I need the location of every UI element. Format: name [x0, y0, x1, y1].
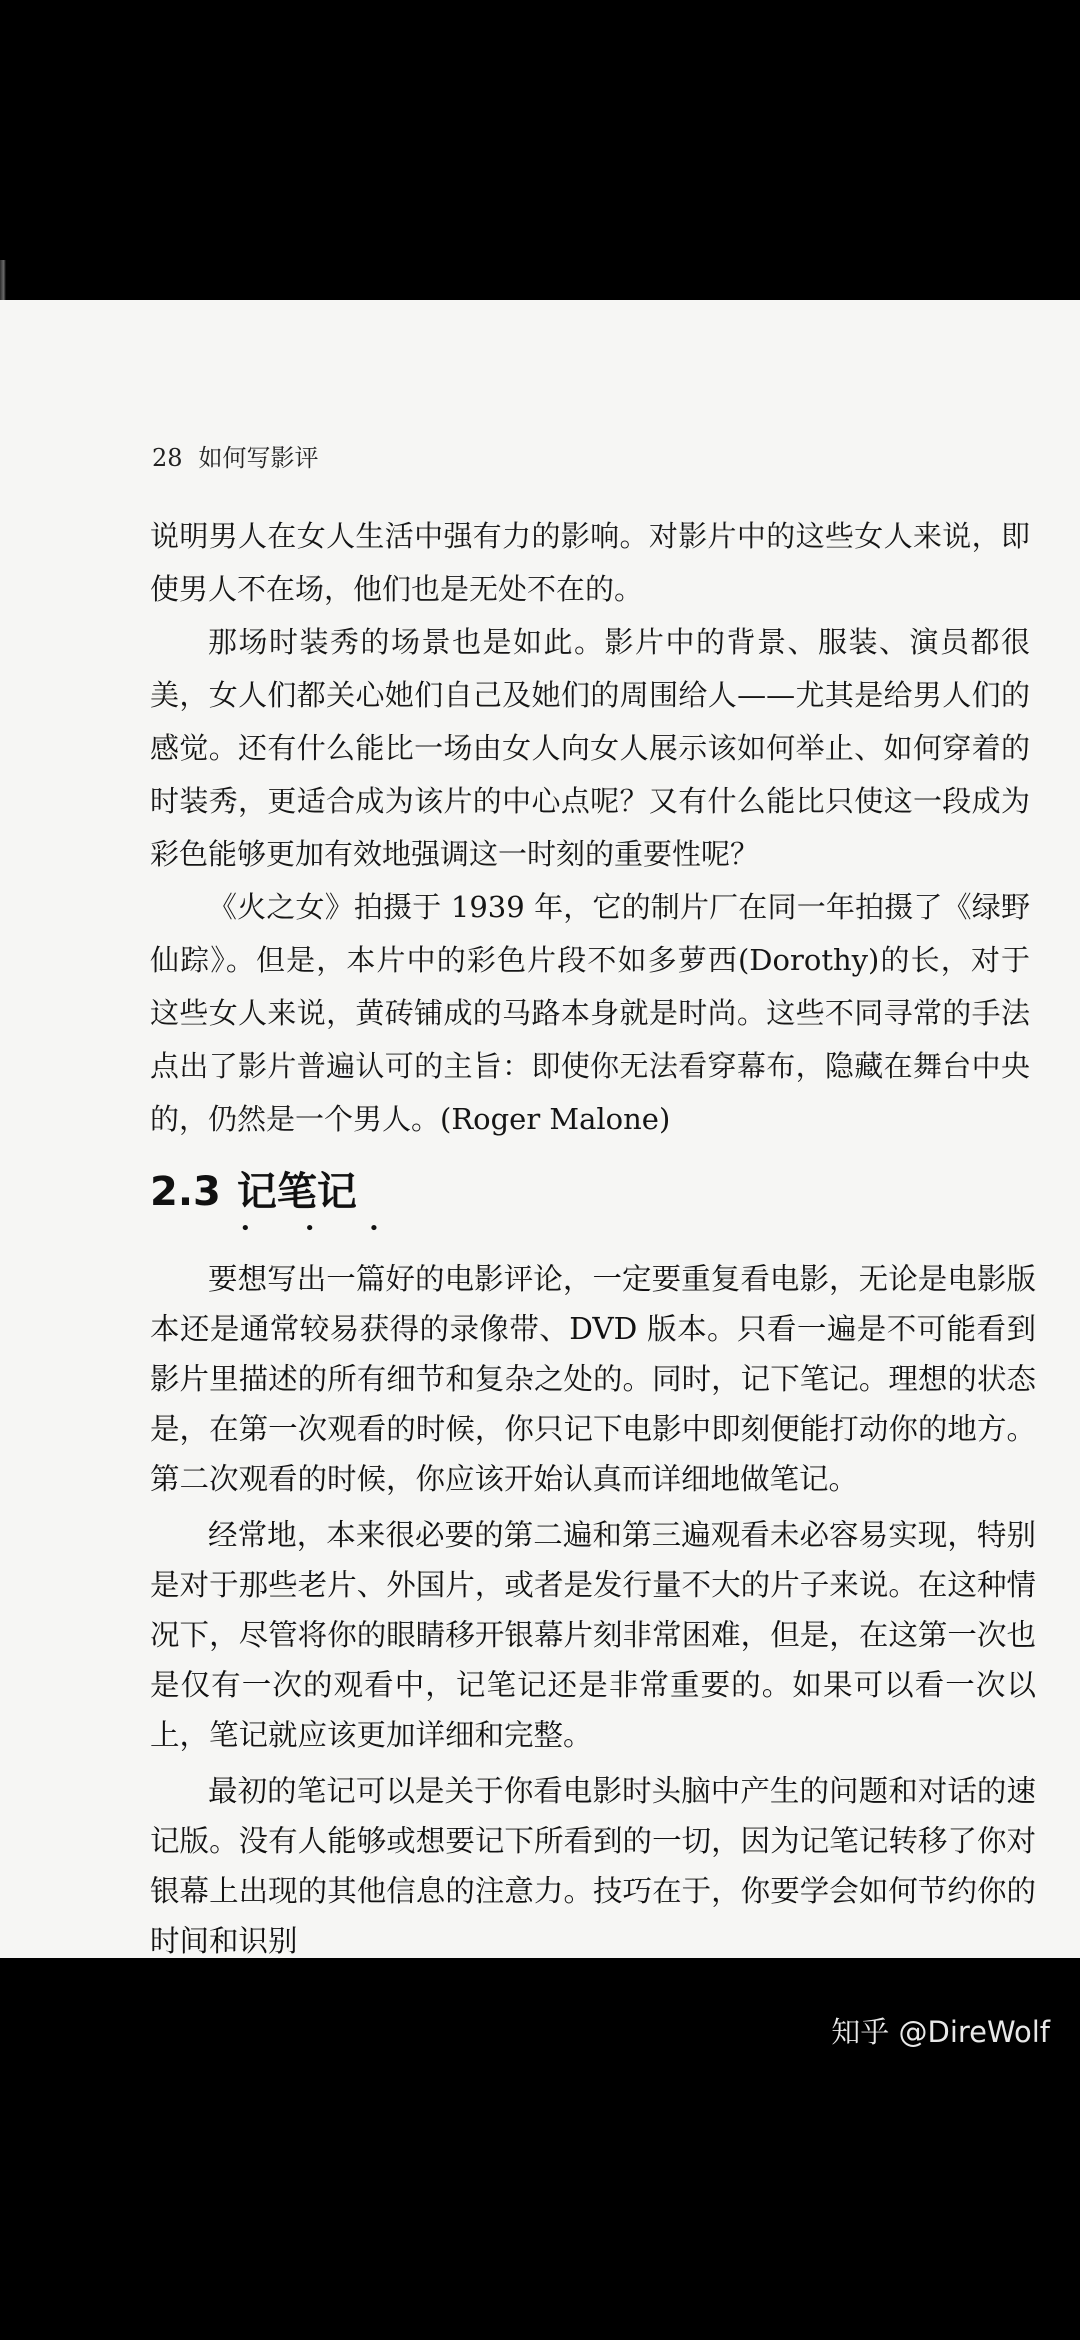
- quote-paragraph: 《火之女》拍摄于 1939 年，它的制片厂在同一年拍摄了《绿野仙踪》。但是，本片中的彩色片段不如多萝西(Dorothy)的长，对于这些女人来说，黄砖铺成的马路本身就是时尚。这些不同寻常的手法点出了影片普遍认可的主旨：即使你无法看穿幕布，隐藏在舞台中央的，仍然是一个男人。(Roger Malone): [150, 890, 1030, 1136]
- book-page: [0, 300, 1080, 1958]
- book-title: 如何写影评: [198, 444, 319, 472]
- quote-paragraph: 说明男人在女人生活中强有力的影响。对影片中的这些女人来说，即使男人不在场，他们也是无处不在的。: [150, 519, 1030, 606]
- section-title: 记笔记: [236, 1169, 357, 1215]
- source-watermark: 知乎 @DireWolf: [831, 2015, 1050, 2049]
- page-number: 28: [152, 444, 183, 472]
- section-number: 2.3: [150, 1169, 221, 1215]
- section-heading: [150, 1160, 357, 1217]
- section-body: [150, 1254, 1036, 1958]
- quote-paragraph: 那场时装秀的场景也是如此。影片中的背景、服装、演员都很美，女人们都关心她们自己及她们的周围给人——尤其是给男人们的感觉。还有什么能比一场由女人向女人展示该如何举止、如何穿着的时装秀，更适合成为该片的中心点呢？又有什么能比只使这一段成为彩色能够更加有效地强调这一时刻的重要性呢？: [150, 625, 1030, 871]
- body-paragraph: 要想写出一篇好的电影评论，一定要重复看电影，无论是电影版本还是通常较易获得的录像带、DVD 版本。只看一遍是不可能看到影片里描述的所有细节和复杂之处的。同时，记下笔记。理想的状态是，在第一次观看的时候，你只记下电影中即刻便能打动你的地方。第二次观看的时候，你应该开始认真而详细地做笔记。: [150, 1262, 1036, 1496]
- emphasis-dots: • • •: [240, 1218, 404, 1239]
- quoted-review: [150, 510, 1030, 1146]
- body-paragraph: 最初的笔记可以是关于你看电影时头脑中产生的问题和对话的速记版。没有人能够或想要记下所看到的一切，因为记笔记转移了你对银幕上出现的其他信息的注意力。技巧在于，你要学会如何节约你的时间和识别: [150, 1774, 1036, 1958]
- body-paragraph: 经常地，本来很必要的第二遍和第三遍观看未必容易实现，特别是对于那些老片、外国片，或者是发行量不大的片子来说。在这种情况下，尽管将你的眼睛移开银幕片刻非常困难，但是，在这第一次也是仅有一次的观看中，记笔记还是非常重要的。如果可以看一次以上，笔记就应该更加详细和完整。: [150, 1518, 1036, 1752]
- running-head: [152, 438, 319, 473]
